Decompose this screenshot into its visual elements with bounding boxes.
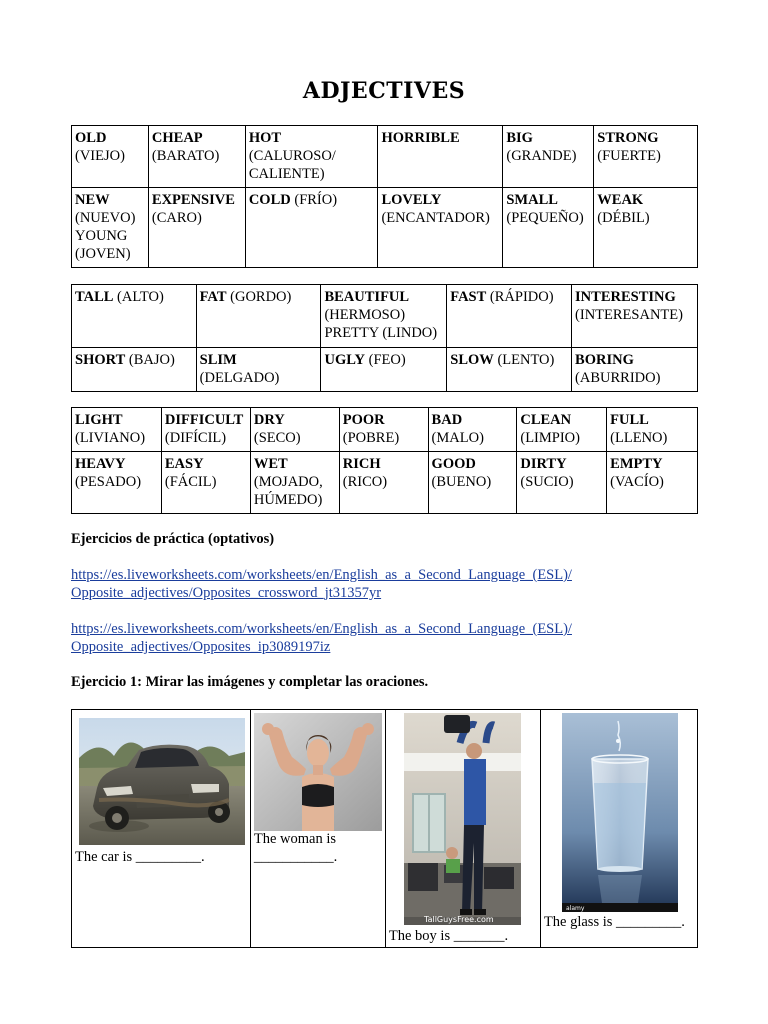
table-cell xyxy=(594,126,698,188)
adjective-translation: (BUENO) xyxy=(431,474,492,490)
table-cell xyxy=(250,408,339,452)
adjective-translation: (BARATO) xyxy=(151,148,220,164)
exercise-heading: Ejercicio 1: Mirar las imágenes y completar las oraciones. xyxy=(71,674,429,690)
table-cell xyxy=(321,285,447,348)
glass-sentence: The glass is _________. xyxy=(543,914,685,930)
adjective-translation: (PEQUEÑO) xyxy=(506,210,584,226)
adjective-word: GOOD xyxy=(431,456,476,472)
adjective-word: EASY xyxy=(164,456,204,472)
adjective-translation: (DÉBIL) xyxy=(597,210,650,226)
adjective-translation: (GRANDE) xyxy=(506,148,577,164)
empty-glass-image xyxy=(562,713,678,912)
strong-woman-image xyxy=(254,713,382,831)
table-cell xyxy=(607,408,698,452)
adjective-translation: (VIEJO) xyxy=(75,148,125,164)
table-cell xyxy=(72,126,149,188)
adjective-translation: (ABURRIDO) xyxy=(575,370,661,386)
table-cell xyxy=(594,188,698,268)
adjectives-table-2 xyxy=(71,284,698,392)
adjective-word: UGLY xyxy=(324,352,366,368)
adjective-word: COLD xyxy=(248,192,291,208)
table-cell xyxy=(339,452,428,514)
table-cell xyxy=(428,408,517,452)
car-sentence: The car is _________. xyxy=(75,849,205,865)
table-cell xyxy=(250,452,339,514)
adjective-translation: (FEO) xyxy=(368,352,406,368)
adjective-translation: (PESADO) xyxy=(75,474,142,490)
adjective-word: NEW xyxy=(75,192,110,208)
table-cell xyxy=(161,452,250,514)
adjective-word: EXPENSIVE xyxy=(151,192,235,208)
practice-link-2-line-1[interactable]: https://es.liveworksheets.com/worksheets/en/English_as_a_Second_Language_(ESL)/ xyxy=(71,621,572,637)
table-cell xyxy=(196,348,321,392)
adjective-translation: (RICO) xyxy=(342,474,388,490)
adjective-translation: (ENCANTADOR) xyxy=(381,210,490,226)
adjective-word: HORRIBLE xyxy=(381,130,460,146)
dirty-car-image xyxy=(79,718,245,845)
adjective-word: BIG xyxy=(506,130,533,146)
table-cell xyxy=(245,126,378,188)
adjective-word: CHEAP xyxy=(151,130,203,146)
table-cell xyxy=(245,188,378,268)
table-cell xyxy=(378,188,503,268)
table-cell xyxy=(503,126,594,188)
adjective-word: FULL xyxy=(610,412,649,428)
table-cell xyxy=(428,452,517,514)
boy-image-watermark: TallGuysFree.com xyxy=(423,915,494,924)
table-cell xyxy=(503,188,594,268)
adjective-translation: (BAJO) xyxy=(128,352,175,368)
adjective-translation: (ALTO) xyxy=(117,289,164,305)
woman-sentence: The woman is ___________. xyxy=(253,831,338,865)
exercise-picture-table xyxy=(71,709,698,948)
adjectives-table-1 xyxy=(71,125,698,268)
page-title: ADJECTIVES xyxy=(302,78,466,104)
adjective-word: INTERESTING xyxy=(575,289,676,305)
adjective-translation: (LIMPIO) xyxy=(520,430,580,446)
adjective-translation: (LENTO) xyxy=(497,352,555,368)
table-cell xyxy=(72,348,197,392)
boy-cell xyxy=(385,710,540,948)
adjective-word: WEAK xyxy=(597,192,644,208)
adjective-word: DIFFICULT xyxy=(164,412,244,428)
table-cell xyxy=(72,408,162,452)
adjective-word: EMPTY xyxy=(610,456,663,472)
adjectives-table-3 xyxy=(71,407,698,514)
adjective-word: FAST xyxy=(450,289,487,305)
practice-link-1-line-1[interactable]: https://es.liveworksheets.com/worksheets/en/English_as_a_Second_Language_(ESL)/ xyxy=(71,567,572,583)
practice-link-1[interactable] xyxy=(71,566,572,602)
adjective-translation: (CARO) xyxy=(151,210,202,226)
table-cell xyxy=(321,348,447,392)
adjective-word: STRONG xyxy=(597,130,659,146)
table-cell xyxy=(72,452,162,514)
practice-link-2-line-2[interactable]: Opposite_adjectives/Opposites_ip3089197iz xyxy=(71,639,331,655)
practice-heading: Ejercicios de práctica (optativos) xyxy=(71,531,275,547)
adjective-translation: (POBRE) xyxy=(342,430,400,446)
table-cell xyxy=(572,348,698,392)
adjective-translation: (DELGADO) xyxy=(199,370,280,386)
adjective-word: POOR xyxy=(342,412,385,428)
adjective-word: DRY xyxy=(253,412,285,428)
adjective-word: SLIM xyxy=(199,352,237,368)
table-cell xyxy=(148,126,245,188)
adjective-word: WET xyxy=(253,456,288,472)
adjective-translation: (DIFÍCIL) xyxy=(164,430,227,446)
table-cell xyxy=(378,126,503,188)
table-cell xyxy=(148,188,245,268)
table-cell xyxy=(72,188,149,268)
glass-cell xyxy=(540,710,697,948)
adjective-translation: (NUEVO) YOUNG (JOVEN) xyxy=(75,210,136,262)
adjective-word: BORING xyxy=(575,352,634,368)
adjective-translation: (LLENO) xyxy=(610,430,668,446)
adjective-word: SLOW xyxy=(450,352,494,368)
adjective-translation: (RÁPIDO) xyxy=(489,289,554,305)
car-cell xyxy=(72,710,251,948)
table-cell xyxy=(517,408,607,452)
tall-boy-image xyxy=(404,713,521,925)
adjective-word: FAT xyxy=(199,289,227,305)
adjective-translation: (SECO) xyxy=(253,430,301,446)
adjective-translation: (FRÍO) xyxy=(294,192,338,208)
adjective-translation: (MALO) xyxy=(431,430,484,446)
adjective-word: BEAUTIFUL xyxy=(324,289,410,305)
adjective-word: OLD xyxy=(75,130,107,146)
adjective-translation: (HERMOSO) PRETTY (LINDO) xyxy=(324,307,438,341)
boy-sentence: The boy is _______. xyxy=(388,928,509,944)
table-cell xyxy=(161,408,250,452)
adjective-word: SHORT xyxy=(75,352,126,368)
practice-link-2[interactable] xyxy=(71,620,572,656)
adjective-word: BAD xyxy=(431,412,463,428)
table-cell xyxy=(339,408,428,452)
adjective-translation: (SUCIO) xyxy=(520,474,574,490)
adjective-word: HOT xyxy=(248,130,282,146)
adjective-word: RICH xyxy=(342,456,381,472)
practice-link-1-line-2[interactable]: Opposite_adjectives/Opposites_crossword_jt31357yr xyxy=(71,585,382,601)
glass-image-watermark: alamy xyxy=(565,905,585,912)
adjective-translation: (LIVIANO) xyxy=(75,430,146,446)
adjective-translation: (CALUROSO/ CALIENTE) xyxy=(248,148,336,182)
adjective-translation: (FÁCIL) xyxy=(164,474,217,490)
adjective-word: SMALL xyxy=(506,192,558,208)
adjective-translation: (VACÍO) xyxy=(610,474,664,490)
adjective-word: HEAVY xyxy=(75,456,126,472)
table-cell xyxy=(447,285,572,348)
table-cell xyxy=(196,285,321,348)
adjective-word: LIGHT xyxy=(75,412,123,428)
adjective-word: LOVELY xyxy=(381,192,442,208)
adjective-translation: (GORDO) xyxy=(230,289,292,305)
adjective-translation: (MOJADO, HÚMEDO) xyxy=(253,474,323,508)
table-cell xyxy=(447,348,572,392)
table-cell xyxy=(517,452,607,514)
table-cell xyxy=(72,285,197,348)
table-cell xyxy=(607,452,698,514)
adjective-translation: (INTERESANTE) xyxy=(575,307,683,323)
adjective-word: DIRTY xyxy=(520,456,567,472)
adjective-word: CLEAN xyxy=(520,412,572,428)
adjective-translation: (FUERTE) xyxy=(597,148,661,164)
table-cell xyxy=(572,285,698,348)
adjective-word: TALL xyxy=(75,289,114,305)
woman-cell xyxy=(250,710,385,948)
